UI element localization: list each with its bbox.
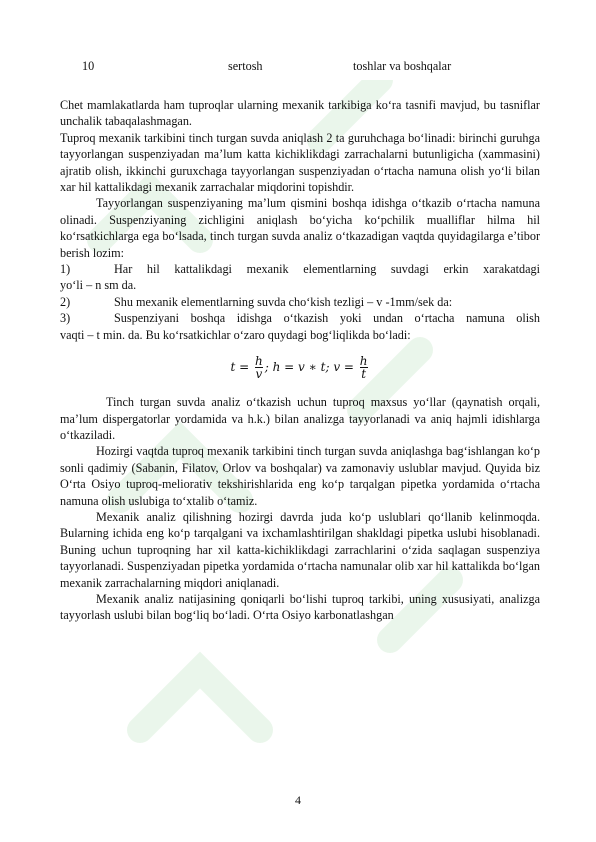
paragraph-7: Mexanik analiz natijasining qoniqarli bo‘lishi tuproq tarkibi, uning xususiyati, analizga tayyorlash uslubi bilan bog‘liq bo‘ladi. O‘rta Osiyo karbonatlashgan bbox=[60, 591, 540, 623]
header-number: 10 bbox=[82, 59, 95, 73]
list-item-1 bbox=[60, 261, 540, 294]
formula-part3: v = bbox=[333, 360, 354, 375]
list-text: Har hil kattalikdagi mexanik elementlarning suvdagi erkin xarakatdagi bbox=[114, 262, 540, 277]
formula-separator: ; bbox=[325, 360, 330, 375]
list-number: 2) bbox=[60, 294, 71, 309]
formula-equals: = bbox=[239, 360, 250, 375]
list-item-2 bbox=[60, 294, 540, 310]
list-number: 3) bbox=[60, 311, 71, 326]
denominator: t bbox=[361, 367, 367, 382]
denominator: v bbox=[255, 367, 263, 382]
numerator: h bbox=[359, 354, 368, 369]
list-text: Suspenziyani boshqa idishga o‘tkazish yoki undan o‘rtacha namuna olish bbox=[114, 311, 540, 326]
body-text bbox=[60, 97, 540, 624]
fraction-h-over-v bbox=[255, 355, 263, 380]
header-description: toshlar va boshqalar bbox=[353, 59, 452, 73]
paragraph-6: Mexanik analiz qilishning hozirgi davrda juda ko‘p uslublari qo‘llanib kelinmoqda. Bularning ichida eng ko‘p tarqalgani va ixchamlashtirilgan shakldagi pipetka uslubi hisoblanadi. Buning uchun tuproqning har xil katta-kichiklikdagi zarrachlarini o‘zida saqlagan suspenziya tayyorlanadi. Suspenziyadan pipetka yordamida o‘rtacha namunalar olib xar hil kattalikda bo‘lgan mexanik zarrachalarning miqdori aniqlanadi. bbox=[60, 509, 540, 590]
paragraph-1: Chet mamlakatlarda ham tuproqlar ularning mexanik tarkibiga ko‘ra tasnifi mavjud, bu tasniflar unchalik tabaqalashmagan. bbox=[60, 98, 540, 129]
paragraph-3: Tayyorlangan suspenziyaning ma’lum qismini boshqa idishga o‘tkazib o‘rtacha namuna olinadi. Suspenziyaning zichligini aniqlash bo‘yicha ko‘pchilik mualliflar hilma hil ko‘rsatkichlarga ega bo‘lsada, tinch turgan suvda analiz o‘tkazadigan vaqtda quyidagilarga e’tibor berish lozim: bbox=[60, 196, 540, 260]
formula-t: t bbox=[230, 360, 236, 375]
page-number: 4 bbox=[295, 793, 301, 807]
fraction-h-over-t bbox=[360, 355, 368, 380]
numerator: h bbox=[255, 354, 263, 369]
list-item-3 bbox=[60, 310, 540, 343]
list-continuation: vaqti – t min. da. Bu ko‘rsatkichlar o‘zaro quydagi bog‘liqlikda bo‘ladi: bbox=[60, 327, 411, 342]
header-name: sertosh bbox=[228, 59, 263, 73]
paragraph-2: Tuproq mexanik tarkibini tinch turgan suvda aniqlash 2 ta guruhchaga bo‘linadi: birinchi guruhga tayyorlangan suspenziyadan ma’lum katta kichiklikdagi zarrachalarni butunligicha (xammasini) ajratib olish, ikkinchi guruxchaga tayyorlangan suspenziyadan o‘rtacha namuna olish yo‘li bilan xar hil kattalikdagi mexanik zarrachalar miqdorini topishdir. bbox=[60, 130, 540, 195]
paragraph-5: Hozirgi vaqtda tuproq mexanik tarkibini tinch turgan suvda aniqlashga bag‘ishlangan ko‘p sonli qadimiy (Sabanin, Filatov, Orlov va boshqalar) va zamonaviy uslublar mavjud. Quyida biz O‘rta Osiyo tuproq-meliorativ tekshirishlarida eng ko‘p tarqalgan pipetka yordamida o‘rtacha namuna olish uslubiga to‘xtalib o‘tamiz. bbox=[60, 444, 540, 508]
list-number: 1) bbox=[60, 262, 71, 277]
formula-part2: h = v ∗ t bbox=[272, 360, 326, 375]
list-continuation: yo‘li – n sm da. bbox=[60, 278, 137, 293]
formula bbox=[60, 355, 540, 380]
paragraph-4: Tinch turgan suvda analiz o‘tkazish uchun tuproq maxsus yo‘llar (qaynatish orqali, ma’lum dispergatorlar yordamida va h.k.) bilan analizga tayyorlanadi va aniq hajmli idishlarga o‘tkaziladi. bbox=[60, 395, 540, 442]
list-text: Shu mexanik elementlarning suvda cho‘kish tezligi – v -1mm/sek da: bbox=[114, 294, 453, 309]
formula-separator: ; bbox=[264, 360, 269, 375]
